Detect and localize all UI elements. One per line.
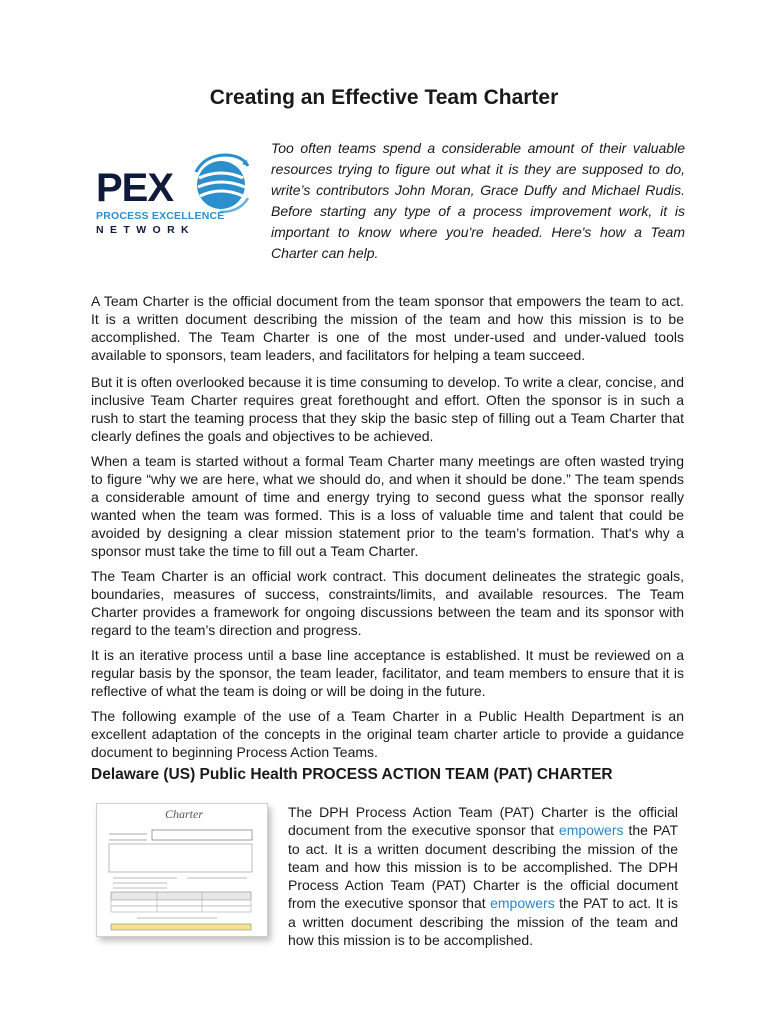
pat-text-part: The DPH Process Action Team (PAT) Charter is the official document from the executive sponsor that [288,804,678,839]
charter-thumbnail [96,803,268,937]
thumbnail-heading: Charter [165,807,204,821]
body-paragraph: But it is often overlooked because it is time consuming to develop. To write a clear, concise, and inclusive Team Charter requires great forethought and effort. Often the sponsor is in such a rush to start the teaming process that they skip the basic step of filling out a Team Charter that clearly defines the goals and objectives to be achieved. [91,374,684,444]
logo-subtitle: PROCESS EXCELLENCE [96,210,225,222]
pat-text-part: the PAT to act. It is a written document describing the mission of the team and how this mission is to be accomplished. The DPH Process Action Team (PAT) Charter is the official document from the executive sponsor that [288,822,678,912]
body-paragraph: A Team Charter is the official document from the team sponsor that empowers the team to act. It is a written document describing the mission of the team and how this mission is to be accomplished. The Team Charter is one of the most under-used and under-valued tools available to sponsors, team leaders, and facilitators for helping a team succeed. [91,293,684,363]
pat-paragraph [288,803,678,949]
logo-wordmark: PEX [96,166,174,210]
charter-form-image [97,804,267,936]
body-paragraph: When a team is started without a formal Team Charter many meetings are often wasted trying to figure “why we are here, what we should do, and when it should be done.” The team spends a considerable amount of time and energy trying to second guess what the sponsor really wanted when the team was formed. This is a loss of valuable time and talent that could be avoided by designing a clear mission statement prior to the team’s formation. That's why a sponsor must take the time to fill out a Team Charter. [91,453,684,559]
body-paragraph: It is an iterative process until a base line acceptance is established. It must be reviewed on a regular basis by the sponsor, the team leader, facilitator, and team members to ensure that it is reflective of what the team is doing or will be doing in the future. [91,647,684,699]
empowers-link[interactable]: empowers [490,895,555,912]
logo-network: NETWORK [96,224,196,236]
page-title: Creating an Effective Team Charter [209,86,559,110]
body-paragraph: The Team Charter is an official work contract. This document delineates the strategic goals, boundaries, measures of success, constraints/limits, and available resources. The Team Charter provides a framework for ongoing discussions between the team and its sponsor with regard to the team’s direction and progress. [91,568,684,638]
pat-text-part: the PAT to act. It is a written document describing the mission of the team and how this mission is to be accomplished. [288,895,678,949]
globe-icon [190,152,252,214]
body-paragraph: The following example of the use of a Team Charter in a Public Health Department is an excellent adaptation of the concepts in the original team charter article to provide a guidance document to beginning Process Action Teams. [91,708,684,760]
pex-logo [94,152,254,242]
empowers-link[interactable]: empowers [558,822,624,839]
intro-paragraph: Too often teams spend a considerable amount of their valuable resources trying to figure out what it is they are supposed to do, write’s contributors John Moran, Grace Duffy and Michael Rudis. Before starting any type of a process improvement work, it is important to know where you're headed. Here's how a Team Charter can help. [271,140,685,261]
section-title: Delaware (US) Public Health PROCESS ACTION TEAM (PAT) CHARTER [91,766,613,783]
